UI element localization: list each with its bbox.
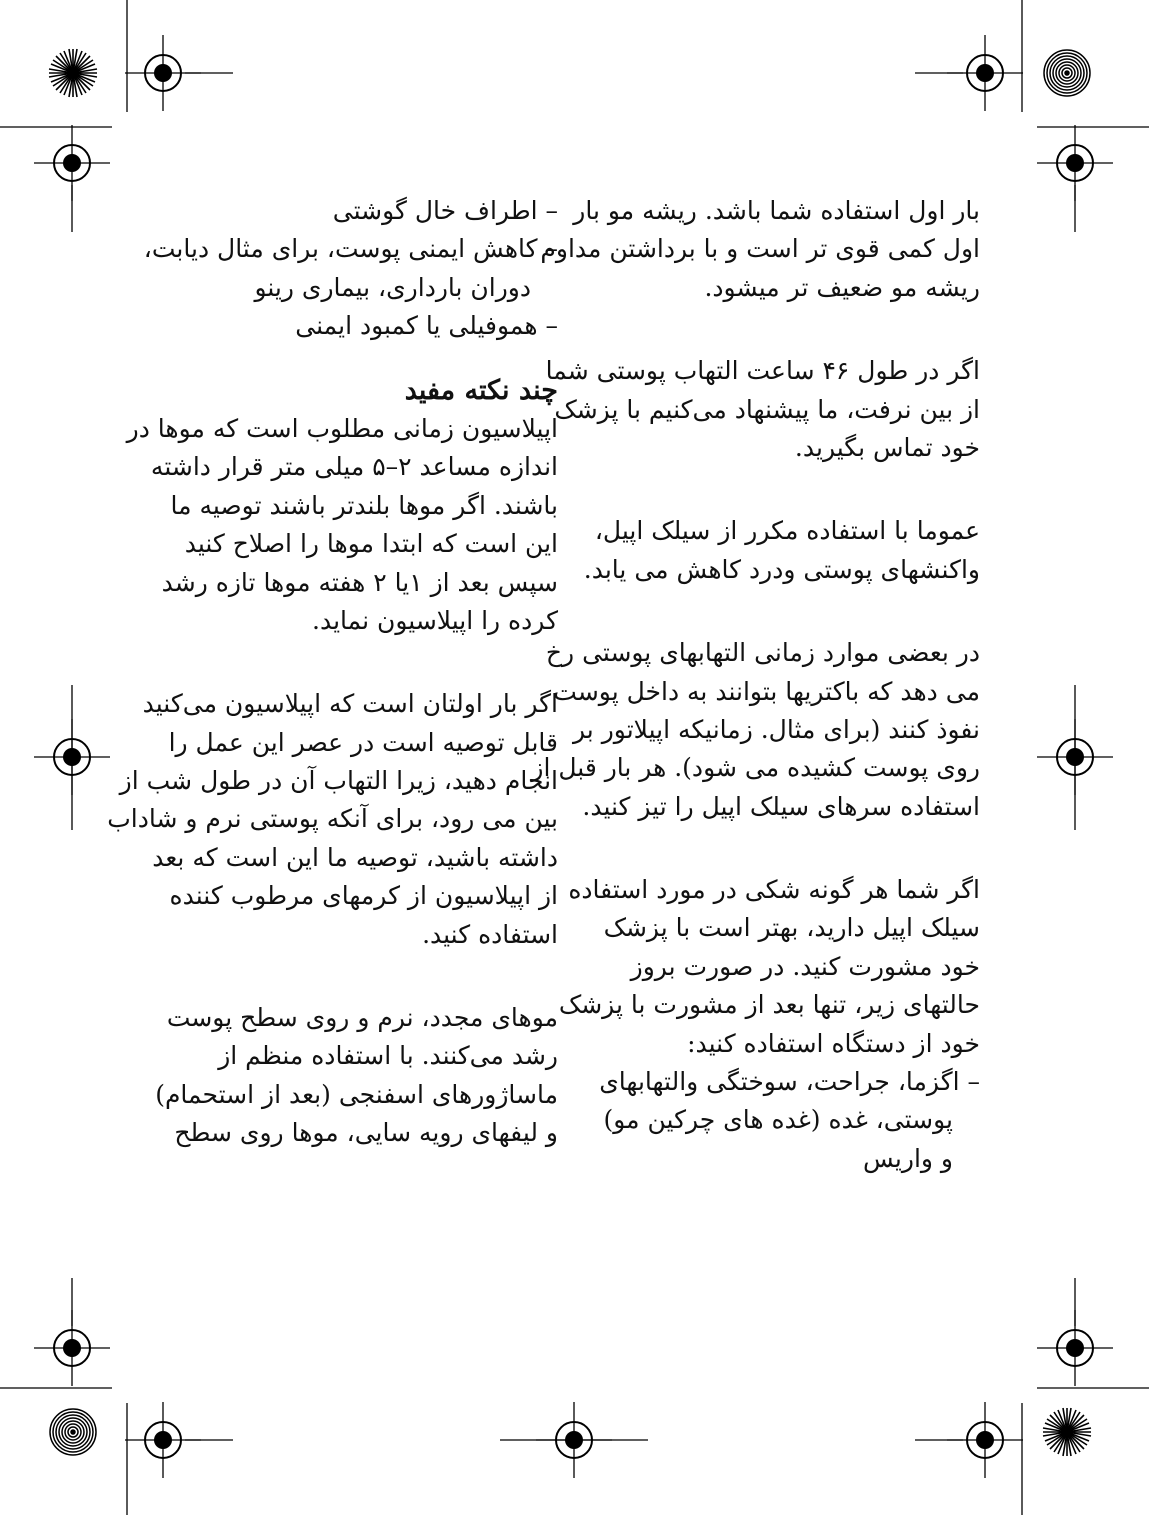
paragraph-hair-length (126, 410, 558, 640)
paragraph-inflammation (545, 352, 980, 467)
text-line: سپس بعد از ۱یا ۲ هفته موها تازه رشد (161, 567, 558, 597)
text-line: اول کمی قوی تر است و با برداشتن مداوم (540, 234, 980, 264)
text-line: واکنشهای پوستی ودرد کاهش می یابد. (583, 554, 980, 584)
text-line: رشد می‌کنند. با استفاده منظم از (218, 1041, 558, 1071)
text-line: اگر در طول ۴۶ ساعت التهاب پوستی شما (545, 356, 980, 386)
text-line: اپیلاسیون زمانی مطلوب است که موها در (126, 413, 558, 443)
text-line: از بین نرفت، ما پیشنهاد می‌کنیم با پزشک (554, 394, 980, 424)
list-item: دوران بارداری، بیماری رینو (254, 272, 531, 302)
text-line: اگر شما هر گونه شکی در مورد استفاده (568, 875, 980, 905)
text-line: حالتهای زیر، تنها بعد از مشورت با پزشک (558, 990, 980, 1020)
text-line: اگر بار اولتان است که اپیلاسیون می‌کنید (142, 689, 558, 719)
text-line: موهای مجدد، نرم و روی سطح پوست (166, 1003, 558, 1033)
text-line: – اگزما، جراحت، سوختگی والتهابهای (599, 1067, 980, 1097)
list-item: – اطراف خال گوشتی (332, 196, 558, 225)
text-line: بین می رود، برای آنکه پوستی نرم و شاداب (107, 804, 558, 834)
text-line: کرده را اپیلاسیون نماید. (312, 605, 558, 635)
text-line: داشته باشید، توصیه ما این است که بعد (152, 842, 558, 872)
paragraph-repeated-use (585, 512, 980, 589)
text-line: عموما با استفاده مکرر از سیلک اپیل، (594, 516, 980, 546)
text-line: ماساژورهای اسفنجی (بعد از استحمام) (155, 1079, 558, 1109)
section-heading: چند نکته مفید (404, 374, 558, 406)
left-column (107, 192, 558, 1153)
text-line: اندازه مساعد ۲–۵ میلی متر قرار داشته (150, 452, 558, 482)
text-line: نفوذ کنند (برای مثال. زمانیکه اپیلاتور بر (573, 714, 980, 744)
text-line: ریشه مو ضعیف تر میشود. (704, 272, 980, 302)
text-line: در بعضی موارد زمانی التهابهای پوستی رخ (545, 638, 980, 668)
list-item-eczema (585, 1063, 980, 1178)
text-line: خود مشورت کنید. در صورت بروز (630, 951, 980, 981)
text-line: و لیفهای رویه سایی، موها روی سطح (174, 1118, 558, 1148)
text-line: پوستی، غده (غده های چرکین مو) (603, 1105, 953, 1135)
paragraph-first-time (107, 685, 558, 954)
list-item: – کاهش ایمنی پوست، برای مثال دیابت، (143, 234, 558, 264)
text-line: خود تماس بگیرید. (794, 432, 980, 462)
text-line: قابل توصیه است در عصر این عمل را (168, 727, 558, 757)
paragraph-regrowth (155, 999, 558, 1153)
text-line: استفاده کنید. (422, 919, 558, 949)
text-line: و واریس (863, 1143, 953, 1173)
list-item: – هموفیلی یا کمبود ایمنی (295, 311, 558, 341)
text-line: سیلک اپیل دارید، بهتر است با پزشک (603, 913, 980, 943)
bullet-list (143, 192, 558, 346)
text-line: روی پوست کشیده می شود). هر بار قبل از (531, 753, 980, 783)
text-line: استفاده سرهای سیلک اپیل را تیز کنید. (582, 791, 980, 821)
text-line: خود از دستگاه استفاده کنید: (687, 1028, 980, 1058)
paragraph-hair-root (540, 192, 980, 307)
text-line: می دهد که باکتریها بتوانند به داخل پوست (553, 676, 980, 706)
text-line: انجام دهید، زیرا التهاب آن در طول شب از (119, 766, 558, 796)
text-line: از اپیلاسیون از کرمهای مرطوب کننده (169, 881, 558, 911)
paragraph-consult-doctor (558, 871, 980, 1063)
text-line: بار اول استفاده شما باشد. ریشه مو بار (573, 196, 980, 225)
right-column (531, 192, 980, 1178)
paragraph-bacteria (531, 634, 980, 826)
text-line: این است که ابتدا موها را اصلاح کنید (184, 529, 558, 559)
text-line: باشند. اگر موها بلندتر باشند توصیه ما (170, 490, 558, 520)
